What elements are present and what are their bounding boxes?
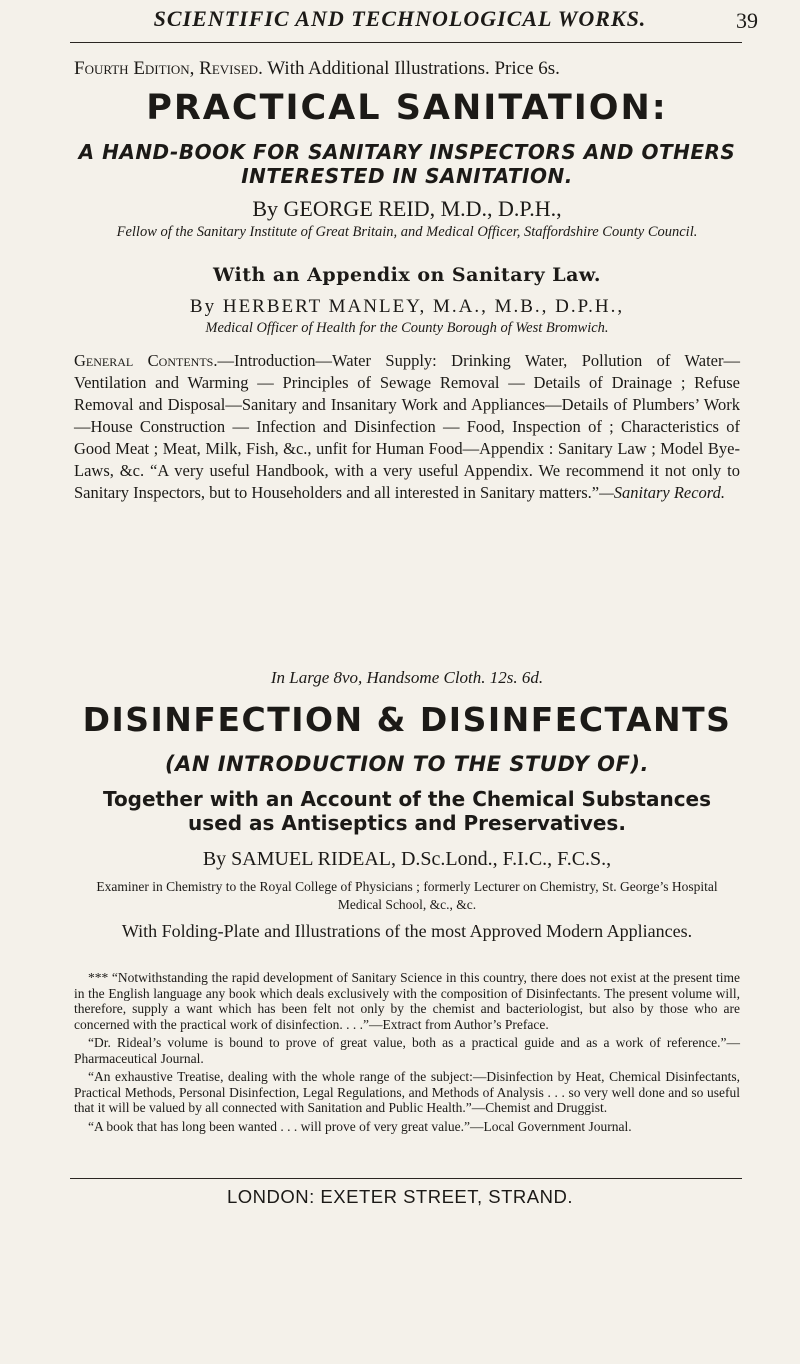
running-head: SCIENTIFIC AND TECHNOLOGICAL WORKS. <box>153 6 647 31</box>
illustrations-note: With Folding-Plate and Illustrations of the most Approved Modern Appliances. <box>121 921 693 941</box>
author-line: By GEORGE REID, M.D., D.P.H., <box>252 196 562 221</box>
author-credentials: Fellow of the Sanitary Institute of Great Britain, and Medical Officer, Staffordshire County Council. <box>116 224 698 240</box>
quote-review: “An exhaustive Treatise, dealing with the whole range of the subject:—Disinfection by Heat, Chemical Disinfectants, Practical Methods, Personal Disinfection, Legal Regulations, and Methods of Analysis . . . so very well done and so useful that it will be valued by all connected with Sanitation and Public Health.”—Chemist and Druggist. <box>74 1069 740 1115</box>
quote-review: “A book that has long been wanted . . . will prove of very great value.”—Local Government Journal. <box>88 1118 632 1134</box>
appendix-author-credentials: Medical Officer of Health for the County Borough of West Bromwich. <box>205 320 609 336</box>
book-subtitle: A HAND-BOOK FOR SANITARY INSPECTORS AND OTHERS INTERESTED IN SANITATION. <box>78 140 736 188</box>
bottom-rule <box>70 1178 742 1179</box>
review-source: —Sanitary Record. <box>599 483 725 502</box>
author-line: By SAMUEL RIDEAL, D.Sc.Lond., F.I.C., F.C.S., <box>202 848 612 870</box>
page-number: 39 <box>736 8 758 33</box>
appendix-heading: With an Appendix on Sanitary Law. <box>213 264 601 286</box>
quote-review: “Dr. Rideal’s volume is bound to prove of great value, both as a practical guide and as a work of reference.”—Pharmaceutical Journal. <box>74 1035 740 1066</box>
quote-preface: *** “Notwithstanding the rapid development of Sanitary Science in this country, there does not exist at the present time in the English language any book which deals exclusively with the composition of Disinfectants. The present volume will, therefore, supply a want which has been felt not only by the chemist and bacteriologist, but also by those who are concerned with the practical work of disinfection. . . .”—Extract from Author’s Preface. <box>74 970 740 1032</box>
edition-details: With Additional Illustrations. Price 6s. <box>267 58 560 79</box>
contents-label: General Contents. <box>74 351 218 370</box>
appendix-author: By HERBERT MANLEY, M.A., M.B., D.P.H., <box>189 296 625 317</box>
publisher-imprint: LONDON: EXETER STREET, STRAND. <box>227 1186 573 1207</box>
edition-line <box>74 58 740 80</box>
book-title: PRACTICAL SANITATION: <box>146 88 668 128</box>
review-quote: “A very useful Handbook, with a very useful Appendix. We recommend it not only to Sanitary Inspectors, but to Householders and all interested in Sanitary matters.” <box>74 461 740 502</box>
press-quotes <box>74 970 740 1137</box>
top-rule <box>70 42 742 43</box>
book-description: Together with an Account of the Chemical Substances used as Antiseptics and Preservatives. <box>102 787 712 835</box>
edition-label: Fourth Edition, Revised. <box>74 58 263 79</box>
contents-paragraph <box>74 350 740 504</box>
format-price-line: In Large 8vo, Handsome Cloth. 12s. 6d. <box>270 668 544 687</box>
book-title: DISINFECTION & DISINFECTANTS <box>82 700 732 739</box>
author-credentials: Examiner in Chemistry to the Royal College of Physicians ; formerly Lecturer on Chemistry, St. George’s Hospital Medical School, &c., &c. <box>96 879 718 912</box>
book-subtitle: (AN INTRODUCTION TO THE STUDY OF). <box>165 752 649 776</box>
contents-text: —Introduction—Water Supply: Drinking Water, Pollution of Water—Ventilation and Warming — Principles of Sewage Removal — Details of Drainage ; Refuse Removal and Disposal—Sanitary and Insanitary Work and Appliances—Details of Plumbers’ Work—House Construction — Infection and Disinfection — Food, Inspection of ; Characteristics of Good Meat ; Meat, Milk, Fish, &c., unfit for Human Food—Appendix : Sanitary Law ; Model Bye-Laws, &c. <box>74 351 740 480</box>
